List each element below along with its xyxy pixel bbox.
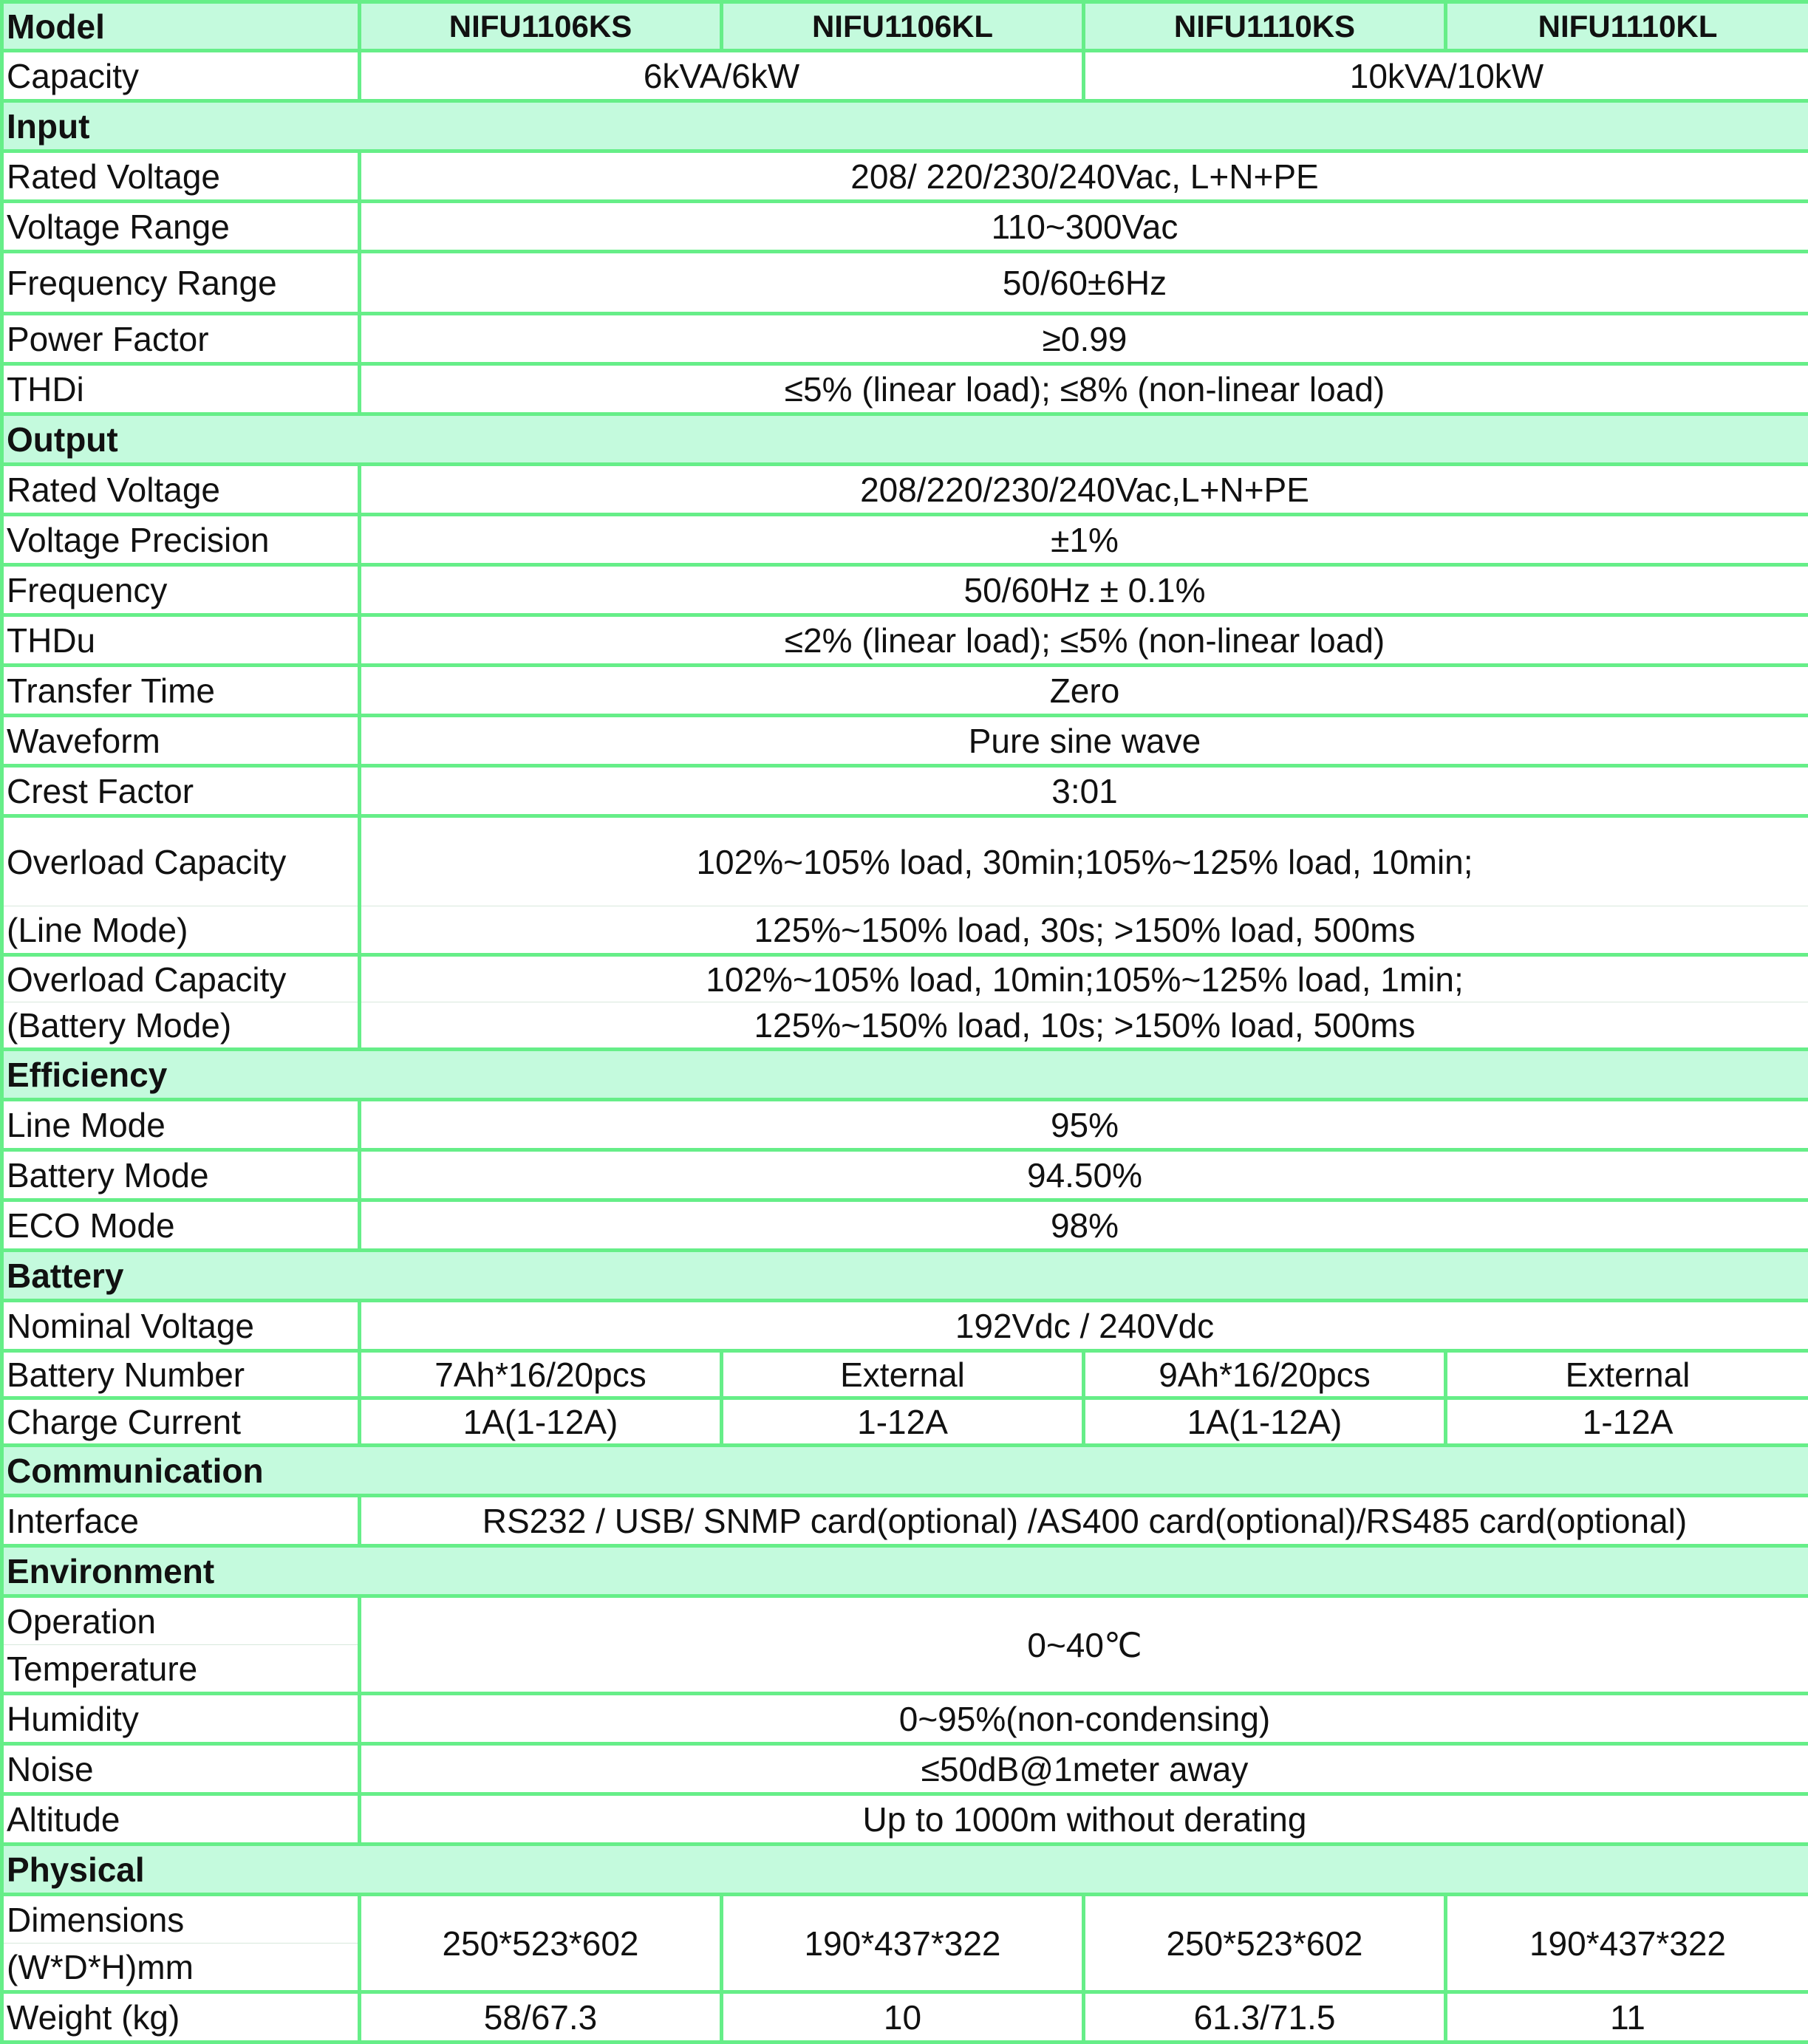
model-header-row [2,2,1808,51]
section-title: Input [2,101,1808,151]
row-label: Capacity [2,51,360,101]
row-label: Noise [2,1744,360,1794]
row-value: 95% [360,1100,1808,1150]
row-value: 1-12A [722,1398,1084,1446]
row-label: Rated Voltage [2,151,360,202]
row-value: 50/60Hz ± 0.1% [360,565,1808,615]
row-label: Power Factor [2,314,360,364]
row-value: 125%~150% load, 10s; >150% load, 500ms [360,1002,1808,1050]
row-label: Crest Factor [2,766,360,816]
model-label: Model [2,2,360,51]
row-value: 61.3/71.5 [1084,1992,1446,2043]
row-label: (Battery Mode) [2,1002,360,1050]
row-value: 0~95%(non-condensing) [360,1694,1808,1744]
row-value: 10kVA/10kW [1084,51,1808,101]
row-label: Dimensions [2,1895,360,1944]
row-value: 110~300Vac [360,202,1808,252]
row-label: Transfer Time [2,666,360,716]
row-value: External [722,1351,1084,1398]
section-title: Communication [2,1446,1808,1496]
row-value: 1-12A [1446,1398,1808,1446]
spec-row [2,666,1808,716]
row-label: Weight (kg) [2,1992,360,2043]
row-label: Rated Voltage [2,465,360,515]
section-title: Environment [2,1546,1808,1596]
row-value: 208/ 220/230/240Vac, L+N+PE [360,151,1808,202]
spec-row [2,515,1808,565]
spec-row [2,1895,1808,1944]
row-value: 192Vdc / 240Vdc [360,1301,1808,1351]
row-label: Line Mode [2,1100,360,1150]
row-value: ≤5% (linear load); ≤8% (non-linear load) [360,364,1808,414]
section-title: Efficiency [2,1050,1808,1100]
capacity-row [2,51,1808,101]
section-title: Physical [2,1845,1808,1895]
row-value: 10 [722,1992,1084,2043]
model-name: NIFU1110KL [1446,2,1808,51]
row-value: 58/67.3 [360,1992,722,2043]
spec-row [2,565,1808,615]
row-label: Battery Number [2,1351,360,1398]
row-label: Operation [2,1596,360,1645]
row-label: Voltage Range [2,202,360,252]
row-value: Zero [360,666,1808,716]
spec-row [2,151,1808,202]
spec-row [2,1150,1808,1200]
section-header [2,101,1808,151]
spec-row [2,1200,1808,1251]
row-value: 3:01 [360,766,1808,816]
section-header [2,1546,1808,1596]
row-label: Voltage Precision [2,515,360,565]
section-header [2,414,1808,465]
spec-row [2,955,1808,1002]
row-value: ≥0.99 [360,314,1808,364]
row-label: Temperature [2,1645,360,1694]
row-value: 0~40℃ [360,1596,1808,1694]
section-header [2,1446,1808,1496]
spec-row [2,1398,1808,1446]
spec-row [2,615,1808,666]
row-value: 6kVA/6kW [360,51,1084,101]
row-label: Altitude [2,1794,360,1845]
spec-row [2,465,1808,515]
model-name: NIFU1106KL [722,2,1084,51]
spec-row [2,906,1808,955]
spec-row [2,1301,1808,1351]
section-header [2,1845,1808,1895]
row-label: (W*D*H)mm [2,1944,360,1992]
row-value: ±1% [360,515,1808,565]
row-value: 208/220/230/240Vac,L+N+PE [360,465,1808,515]
spec-row [2,364,1808,414]
row-label: Battery Mode [2,1150,360,1200]
row-label: Frequency [2,565,360,615]
section-title: Battery [2,1251,1808,1301]
row-value: 50/60±6Hz [360,252,1808,314]
row-value: 190*437*322 [722,1895,1084,1992]
spec-row [2,716,1808,766]
row-label: (Line Mode) [2,906,360,955]
section-title: Output [2,414,1808,465]
row-value: 250*523*602 [1084,1895,1446,1992]
row-value: 94.50% [360,1150,1808,1200]
row-label: Overload Capacity [2,816,360,906]
row-value: 1A(1-12A) [1084,1398,1446,1446]
row-label: THDu [2,615,360,666]
row-label: Overload Capacity [2,955,360,1002]
row-label: Frequency Range [2,252,360,314]
row-value: ≤50dB@1meter away [360,1744,1808,1794]
row-value: 102%~105% load, 10min;105%~125% load, 1min; [360,955,1808,1002]
spec-row [2,1002,1808,1050]
row-value: 7Ah*16/20pcs [360,1351,722,1398]
row-value: 190*437*322 [1446,1895,1808,1992]
spec-row [2,252,1808,314]
row-label: Waveform [2,716,360,766]
spec-row [2,1744,1808,1794]
spec-row [2,1794,1808,1845]
spec-row [2,1694,1808,1744]
spec-row [2,1100,1808,1150]
row-label: Nominal Voltage [2,1301,360,1351]
row-value: 1A(1-12A) [360,1398,722,1446]
row-value: RS232 / USB/ SNMP card(optional) /AS400 card(optional)/RS485 card(optional) [360,1496,1808,1546]
row-label: Charge Current [2,1398,360,1446]
spec-row [2,1351,1808,1398]
row-value: 125%~150% load, 30s; >150% load, 500ms [360,906,1808,955]
spec-row [2,314,1808,364]
row-label: Interface [2,1496,360,1546]
row-value: 98% [360,1200,1808,1251]
row-value: 250*523*602 [360,1895,722,1992]
row-value: 11 [1446,1992,1808,2043]
row-label: THDi [2,364,360,414]
row-value: Up to 1000m without derating [360,1794,1808,1845]
spec-row [2,1992,1808,2043]
spec-row [2,1496,1808,1546]
spec-row [2,202,1808,252]
row-value: Pure sine wave [360,716,1808,766]
row-value: ≤2% (linear load); ≤5% (non-linear load) [360,615,1808,666]
spec-row [2,1596,1808,1645]
spec-row [2,766,1808,816]
section-header [2,1050,1808,1100]
spec-row [2,816,1808,906]
section-header [2,1251,1808,1301]
row-label: Humidity [2,1694,360,1744]
row-value: 9Ah*16/20pcs [1084,1351,1446,1398]
model-name: NIFU1106KS [360,2,722,51]
row-value: 102%~105% load, 30min;105%~125% load, 10min; [360,816,1808,906]
row-label: ECO Mode [2,1200,360,1251]
model-name: NIFU1110KS [1084,2,1446,51]
row-value: External [1446,1351,1808,1398]
